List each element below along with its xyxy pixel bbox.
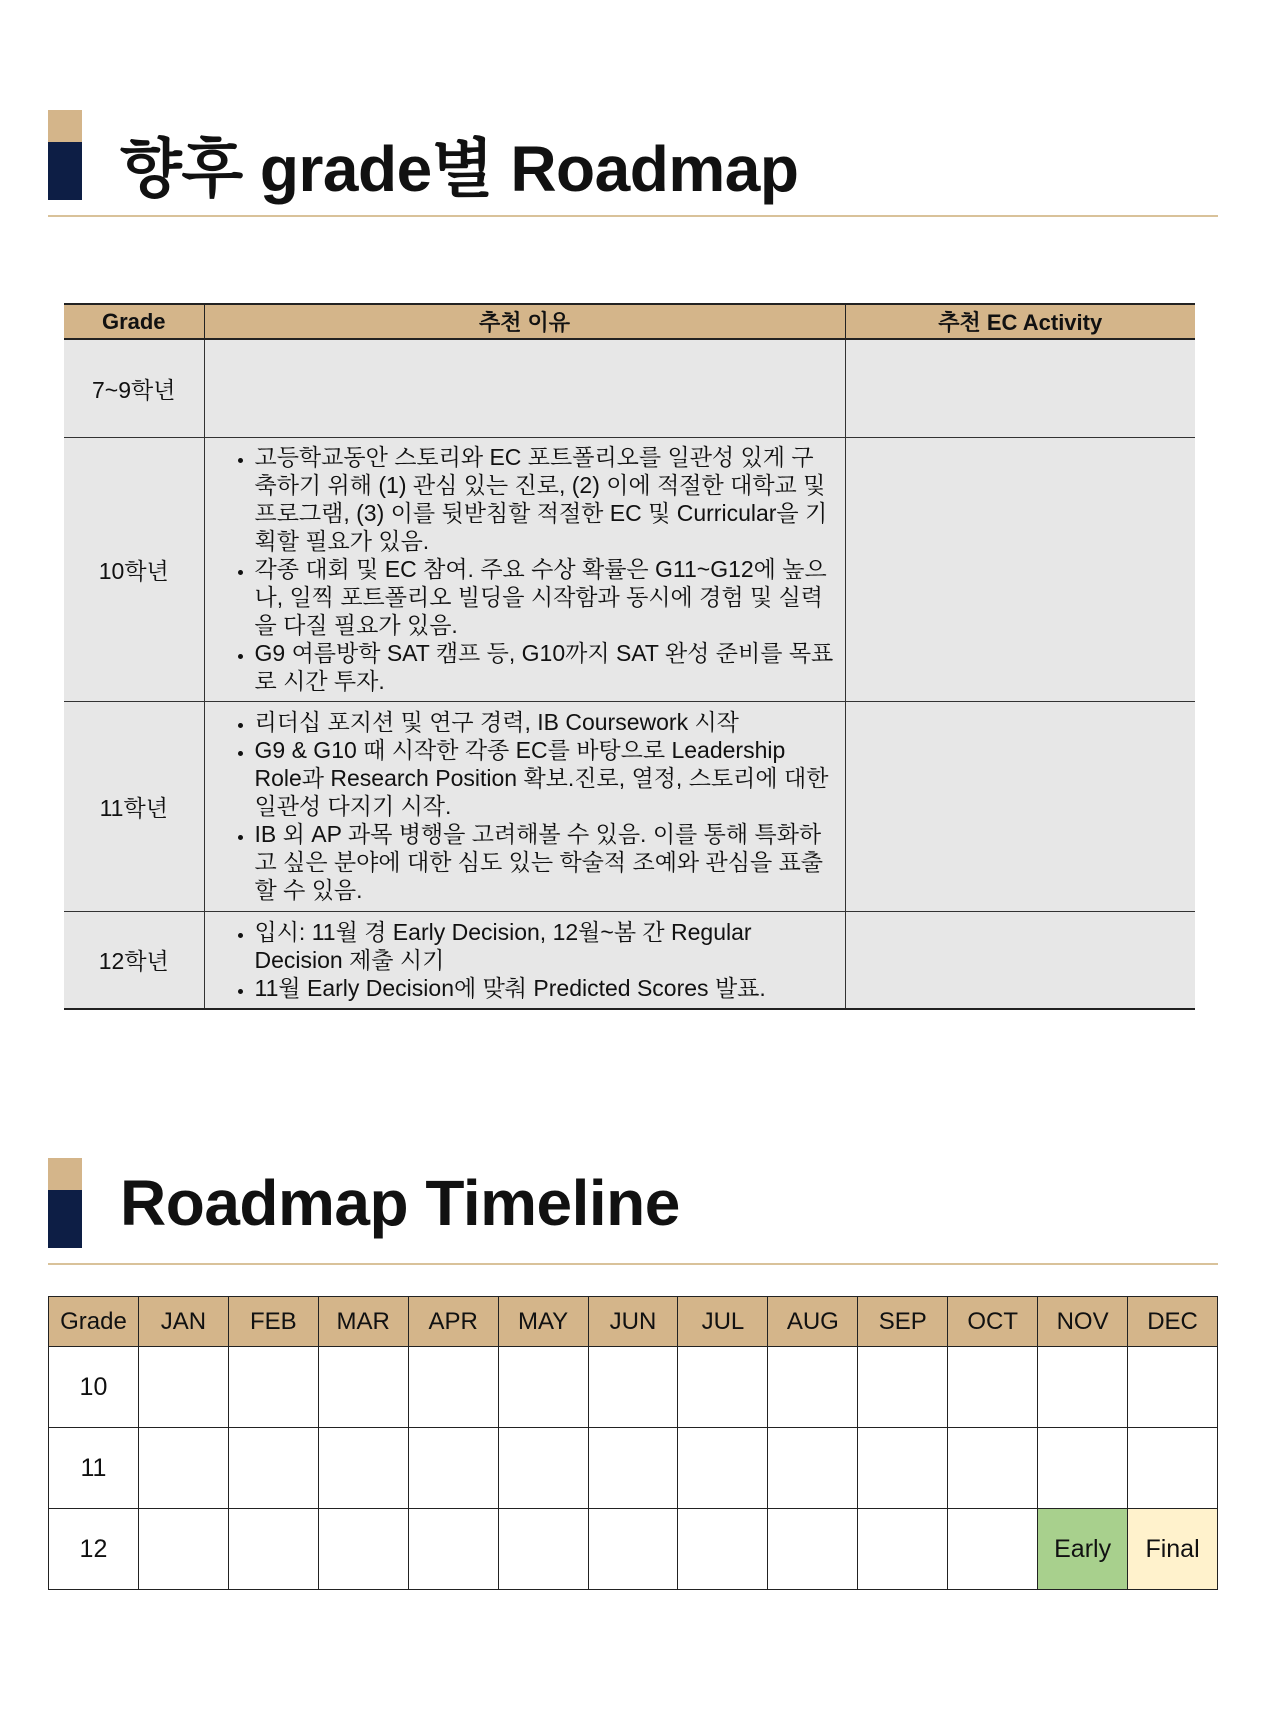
early-decision-cell: Early <box>1038 1509 1128 1590</box>
section-heading-roadmap <box>48 110 1218 220</box>
timeline-cell <box>948 1428 1038 1509</box>
timeline-cell <box>408 1347 498 1428</box>
column-header-month: JUL <box>678 1297 768 1347</box>
timeline-cell <box>228 1428 318 1509</box>
timeline-cell <box>228 1347 318 1428</box>
timeline-cell <box>858 1509 948 1590</box>
heading-accent-navy <box>48 1190 82 1248</box>
timeline-cell <box>228 1509 318 1590</box>
activity-cell <box>845 437 1195 701</box>
timeline-cell <box>138 1509 228 1590</box>
column-header-month: FEB <box>228 1297 318 1347</box>
timeline-cell <box>588 1428 678 1509</box>
column-header-month: DEC <box>1128 1297 1218 1347</box>
final-decision-cell: Final <box>1128 1509 1218 1590</box>
table-row <box>49 1347 1218 1428</box>
reason-cell <box>204 437 845 701</box>
reason-list <box>205 439 845 699</box>
table-row <box>64 701 1195 911</box>
timeline-cell <box>678 1509 768 1590</box>
timeline-cell <box>768 1428 858 1509</box>
list-item: • 고등학교동안 스토리와 EC 포트폴리오를 일관성 있게 구축하기 위해 (1) 관심 있는 진로, (2) 이에 적절한 대학교 및 프로그램, (3) 이를 뒷받침할 적절한 EC 및 Curricular을 기획할 필요가 있음. <box>255 443 835 555</box>
timeline-cell <box>318 1347 408 1428</box>
grade-cell: 11학년 <box>64 701 204 911</box>
timeline-cell <box>408 1428 498 1509</box>
table-row <box>49 1509 1218 1590</box>
timeline-table <box>48 1296 1218 1590</box>
list-item: • G9 여름방학 SAT 캠프 등, G10까지 SAT 완성 준비를 목표로 시간 투자. <box>255 639 835 695</box>
timeline-cell <box>498 1347 588 1428</box>
reason-cell <box>204 339 845 437</box>
timeline-cell <box>858 1347 948 1428</box>
grade-cell: 7~9학년 <box>64 339 204 437</box>
reason-list <box>205 914 845 1006</box>
roadmap-header-row <box>64 304 1195 339</box>
grade-cell: 12학년 <box>64 911 204 1009</box>
column-header-month: APR <box>408 1297 498 1347</box>
column-header-month: NOV <box>1038 1297 1128 1347</box>
reason-cell <box>204 701 845 911</box>
list-item: • 입시: 11월 경 Early Decision, 12월~봄 간 Regular Decision 제출 시기 <box>255 918 835 974</box>
column-header-month: JAN <box>138 1297 228 1347</box>
heading-accent-gold <box>48 110 82 142</box>
timeline-cell <box>1128 1347 1218 1428</box>
page-title: 향후 grade별 Roadmap <box>120 133 799 205</box>
timeline-cell <box>1128 1428 1218 1509</box>
column-header-activity: 추천 EC Activity <box>845 304 1195 339</box>
timeline-cell <box>138 1347 228 1428</box>
column-header-month: AUG <box>768 1297 858 1347</box>
section-title: Roadmap Timeline <box>120 1167 680 1239</box>
timeline-cell <box>498 1428 588 1509</box>
column-header-grade: Grade <box>49 1297 139 1347</box>
timeline-cell <box>138 1428 228 1509</box>
timeline-cell <box>678 1347 768 1428</box>
list-item: • G9 & G10 때 시작한 각종 EC를 바탕으로 Leadership Role과 Research Position 확보.진로, 열정, 스토리에 대한 일관성 다지기 시작. <box>255 736 835 820</box>
timeline-header-row <box>49 1297 1218 1347</box>
heading-divider <box>48 1263 1218 1265</box>
column-header-month: MAR <box>318 1297 408 1347</box>
timeline-cell <box>948 1347 1038 1428</box>
list-item: • 리더십 포지션 및 연구 경력, IB Coursework 시작 <box>255 708 835 736</box>
timeline-cell <box>408 1509 498 1590</box>
heading-accent-navy <box>48 142 82 200</box>
heading-accent-gold <box>48 1158 82 1190</box>
column-header-reason: 추천 이유 <box>204 304 845 339</box>
table-row <box>64 339 1195 437</box>
timeline-cell <box>318 1428 408 1509</box>
activity-cell <box>845 911 1195 1009</box>
table-row <box>64 437 1195 701</box>
column-header-month: JUN <box>588 1297 678 1347</box>
table-row <box>64 911 1195 1009</box>
roadmap-table <box>64 303 1195 1010</box>
column-header-month: SEP <box>858 1297 948 1347</box>
grade-cell: 10학년 <box>64 437 204 701</box>
timeline-cell <box>498 1509 588 1590</box>
reason-cell <box>204 911 845 1009</box>
list-item: • 11월 Early Decision에 맞춰 Predicted Scores 발표. <box>255 974 835 1002</box>
column-header-month: OCT <box>948 1297 1038 1347</box>
timeline-cell <box>588 1347 678 1428</box>
timeline-cell <box>768 1347 858 1428</box>
timeline-cell <box>588 1509 678 1590</box>
column-header-grade: Grade <box>64 304 204 339</box>
activity-cell <box>845 339 1195 437</box>
timeline-cell <box>948 1509 1038 1590</box>
grade-cell: 11 <box>49 1428 139 1509</box>
timeline-cell <box>318 1509 408 1590</box>
table-row <box>49 1428 1218 1509</box>
list-item: • 각종 대회 및 EC 참여. 주요 수상 확률은 G11~G12에 높으나, 일찍 포트폴리오 빌딩을 시작함과 동시에 경험 및 실력을 다질 필요가 있음. <box>255 555 835 639</box>
heading-divider <box>48 215 1218 217</box>
timeline-cell <box>768 1509 858 1590</box>
timeline-cell <box>678 1428 768 1509</box>
grade-cell: 10 <box>49 1347 139 1428</box>
column-header-month: MAY <box>498 1297 588 1347</box>
section-heading-timeline <box>48 1158 1218 1268</box>
list-item: • IB 외 AP 과목 병행을 고려해볼 수 있음. 이를 통해 특화하고 싶은 분야에 대한 심도 있는 학술적 조예와 관심을 표출할 수 있음. <box>255 820 835 904</box>
reason-list <box>205 704 845 908</box>
timeline-cell <box>1038 1347 1128 1428</box>
grade-cell: 12 <box>49 1509 139 1590</box>
timeline-cell <box>1038 1428 1128 1509</box>
timeline-cell <box>858 1428 948 1509</box>
activity-cell <box>845 701 1195 911</box>
